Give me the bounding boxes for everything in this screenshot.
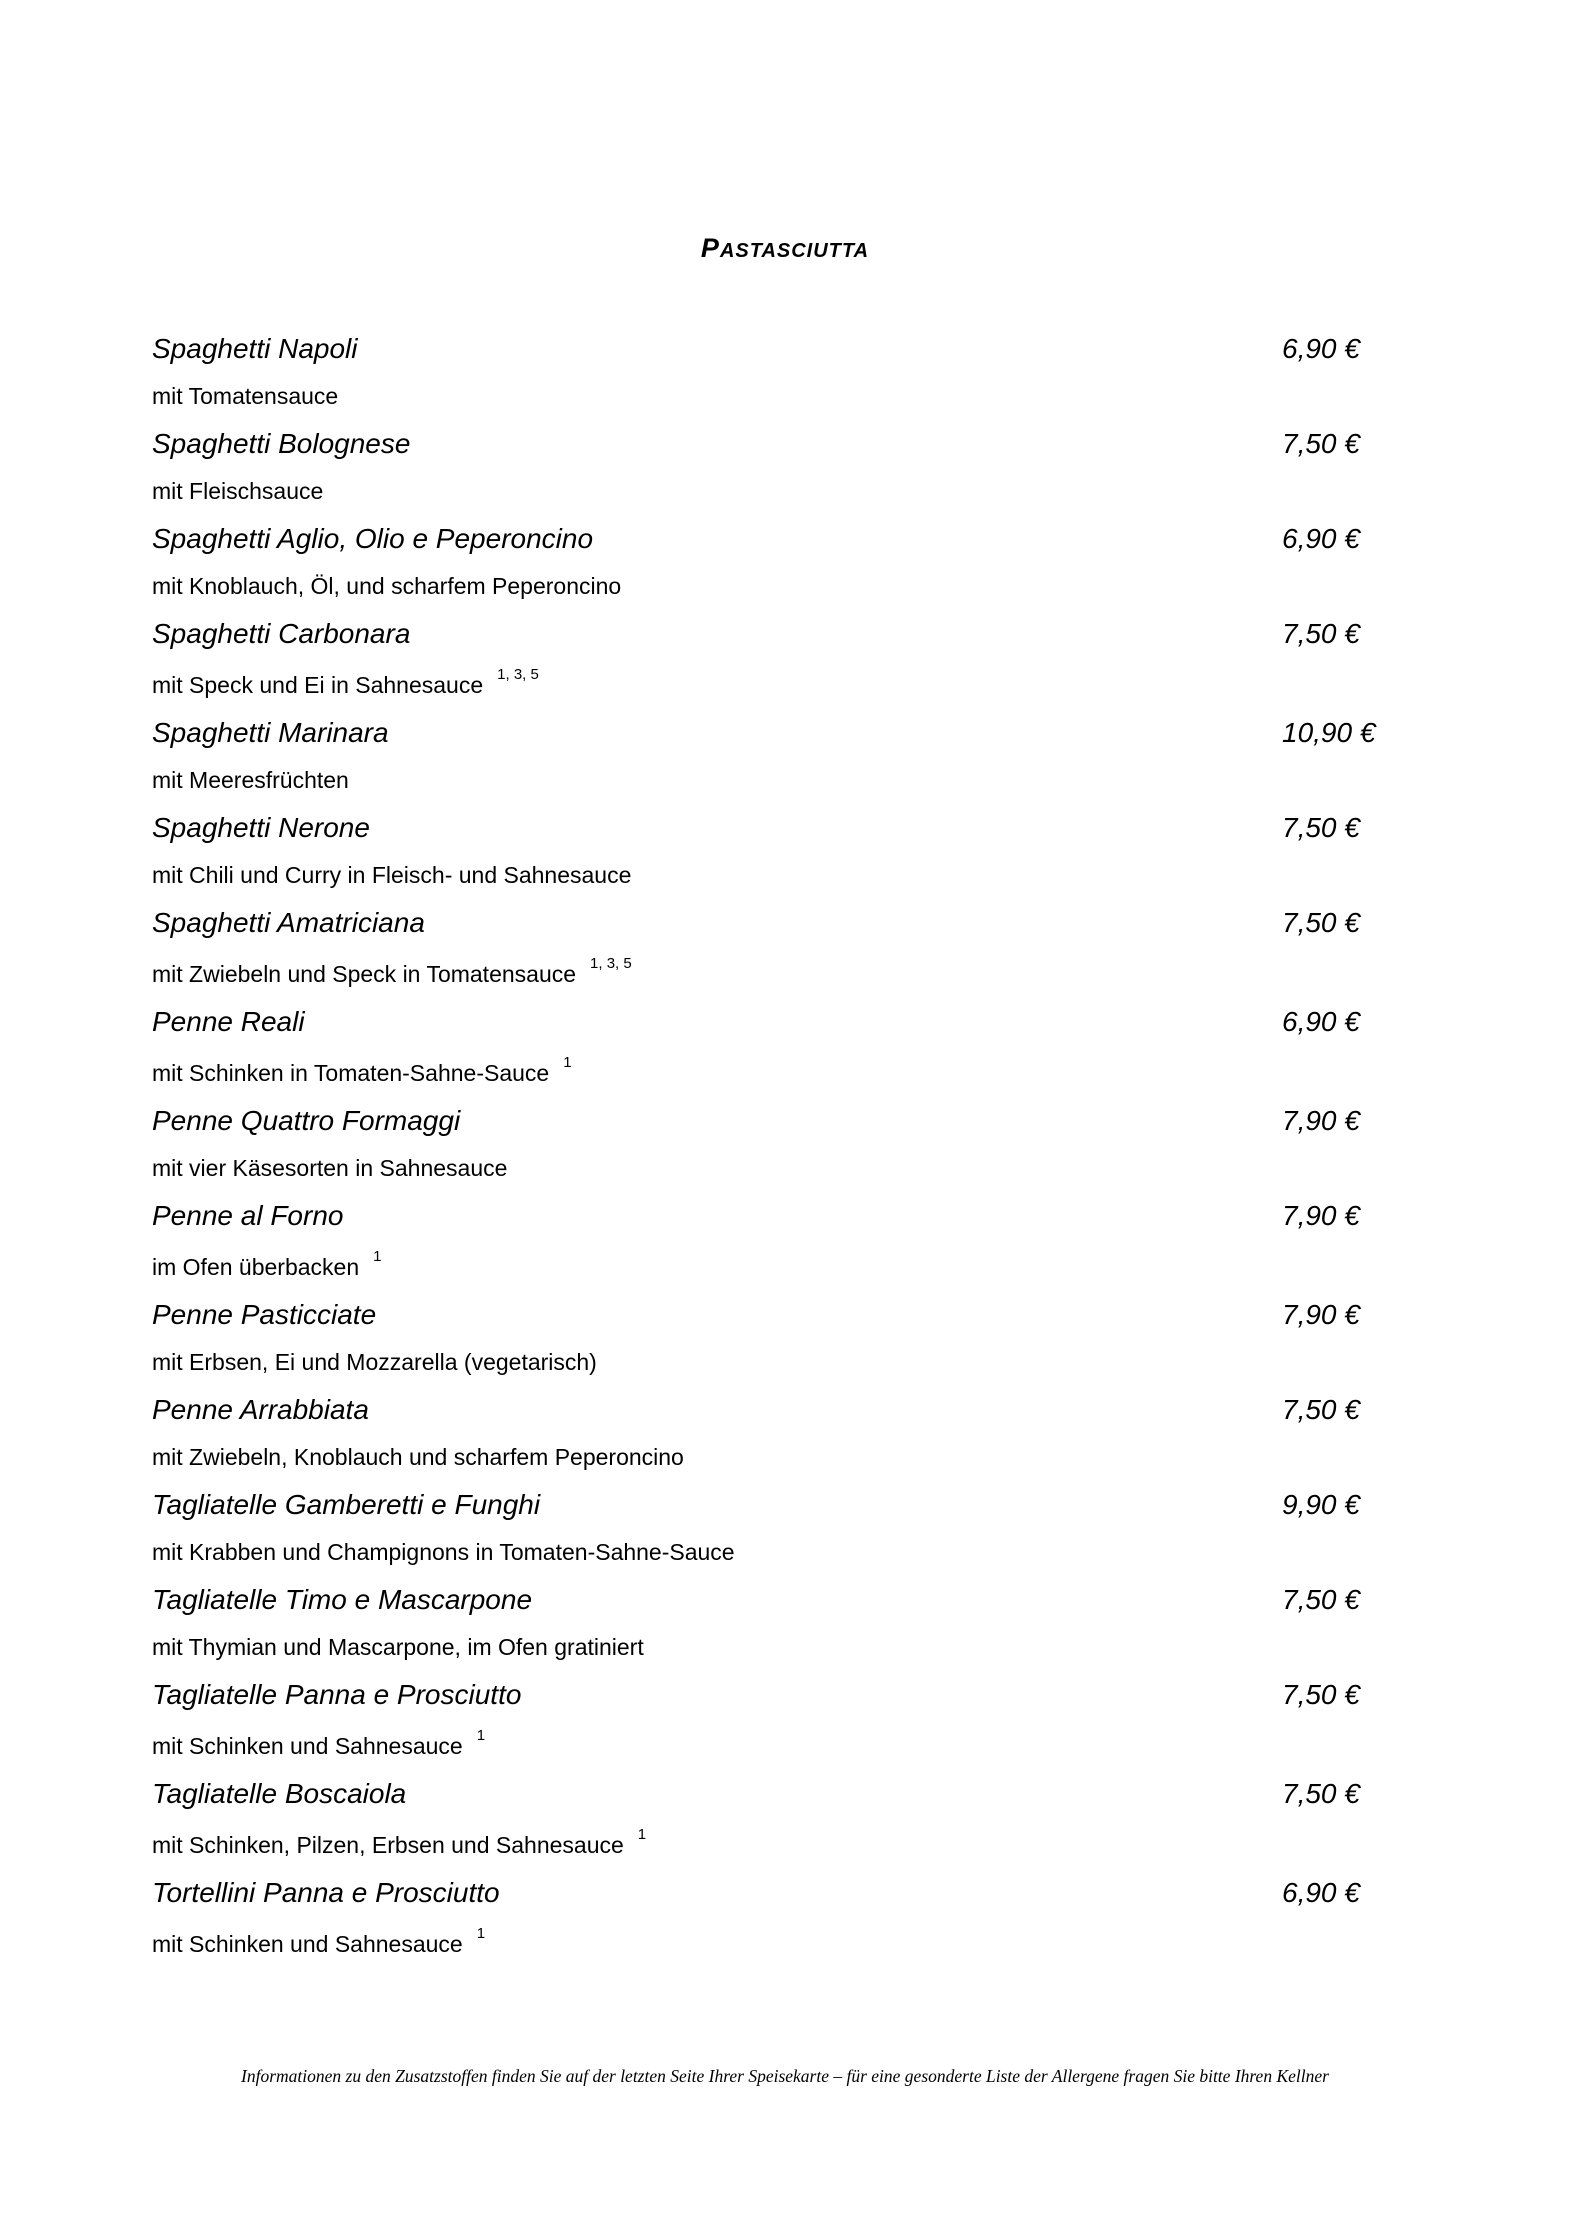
menu-item-header xyxy=(152,516,1422,561)
allergen-codes: 1 xyxy=(373,1248,382,1265)
dish-price: 7,50 € xyxy=(1282,1584,1360,1615)
dish-price: 7,50 € xyxy=(1282,1679,1360,1710)
dish-description: mit Zwiebeln, Knoblauch und scharfem Peperoncino xyxy=(152,1444,684,1470)
dish-price: 7,50 € xyxy=(1282,618,1360,649)
dish-price: 7,50 € xyxy=(1282,907,1360,938)
dish-description: mit Schinken in Tomaten-Sahne-Sauce xyxy=(152,1060,550,1086)
dish-description-line xyxy=(152,850,1422,900)
menu-item-header xyxy=(152,900,1422,945)
dish-price: 6,90 € xyxy=(1282,1006,1360,1037)
dish-description-line xyxy=(152,656,1422,710)
dish-name: Penne Reali xyxy=(152,1006,305,1037)
dish-price: 7,90 € xyxy=(1282,1105,1360,1136)
dish-description: mit vier Käsesorten in Sahnesauce xyxy=(152,1155,508,1181)
menu-list xyxy=(152,326,1422,1969)
dish-description-line xyxy=(152,1432,1422,1482)
menu-item-header xyxy=(152,1870,1422,1915)
dish-description-line xyxy=(152,1816,1422,1870)
menu-item xyxy=(152,516,1422,611)
menu-item xyxy=(152,1870,1422,1969)
allergen-codes: 1, 3, 5 xyxy=(590,955,632,972)
allergen-codes: 1, 3, 5 xyxy=(497,666,539,683)
dish-name: Penne Pasticciate xyxy=(152,1299,377,1330)
menu-item xyxy=(152,900,1422,999)
dish-price: 6,90 € xyxy=(1282,333,1360,364)
dish-price: 9,90 € xyxy=(1282,1489,1360,1520)
menu-item xyxy=(152,1482,1422,1577)
dish-price: 7,50 € xyxy=(1282,1778,1360,1809)
menu-item xyxy=(152,805,1422,900)
dish-name: Tagliatelle Boscaiola xyxy=(152,1778,407,1809)
dish-description-line xyxy=(152,466,1422,516)
dish-price: 7,50 € xyxy=(1282,1394,1360,1425)
dish-name: Tortellini Panna e Prosciutto xyxy=(152,1877,500,1908)
dish-description: mit Schinken und Sahnesauce xyxy=(152,1931,463,1957)
menu-item-header xyxy=(152,611,1422,656)
allergen-codes: 1 xyxy=(637,1826,647,1843)
allergen-codes: 1 xyxy=(476,1925,486,1942)
menu-item xyxy=(152,611,1422,710)
menu-item xyxy=(152,1098,1422,1193)
menu-item xyxy=(152,1577,1422,1672)
dish-name: Spaghetti Bolognese xyxy=(152,428,411,459)
dish-description: mit Knoblauch, Öl, und scharfem Peperoncino xyxy=(152,573,622,599)
menu-item xyxy=(152,1292,1422,1387)
menu-item-header xyxy=(152,1771,1422,1816)
dish-name: Tagliatelle Panna e Prosciutto xyxy=(152,1679,522,1710)
dish-description: mit Schinken und Sahnesauce xyxy=(152,1733,463,1759)
dish-name: Penne Arrabbiata xyxy=(152,1394,369,1425)
dish-description-line xyxy=(152,1238,1422,1292)
dish-description: mit Schinken, Pilzen, Erbsen und Sahnesauce xyxy=(152,1832,624,1858)
menu-item xyxy=(152,326,1422,421)
dish-price: 7,90 € xyxy=(1282,1200,1360,1231)
dish-description-line xyxy=(152,755,1422,805)
dish-description-line xyxy=(152,1044,1422,1098)
menu-item-header xyxy=(152,1098,1422,1143)
dish-description-line xyxy=(152,1337,1422,1387)
section-title-initial: P xyxy=(700,233,720,263)
menu-item xyxy=(152,1771,1422,1870)
dish-description: mit Thymian und Mascarpone, im Ofen gratiniert xyxy=(152,1634,644,1660)
dish-price: 10,90 € xyxy=(1282,717,1376,748)
dish-price: 7,50 € xyxy=(1282,428,1360,459)
menu-item-header xyxy=(152,1193,1422,1238)
dish-description-line xyxy=(152,1527,1422,1577)
menu-item-header xyxy=(152,710,1422,755)
menu-item-header xyxy=(152,805,1422,850)
dish-name: Tagliatelle Timo e Mascarpone xyxy=(152,1584,533,1615)
menu-item-header xyxy=(152,1577,1422,1622)
allergen-codes: 1 xyxy=(563,1054,572,1071)
dish-price: 6,90 € xyxy=(1282,1877,1360,1908)
dish-name: Tagliatelle Gamberetti e Funghi xyxy=(152,1489,541,1520)
dish-description-line xyxy=(152,1915,1422,1969)
dish-price: 7,90 € xyxy=(1282,1299,1360,1330)
dish-description: mit Speck und Ei in Sahnesauce xyxy=(152,672,484,698)
dish-name: Spaghetti Amatriciana xyxy=(152,907,425,938)
menu-item-header xyxy=(152,1292,1422,1337)
allergen-footnote: Informationen zu den Zusatzstoffen finden Sie auf der letzten Seite Ihrer Speisekarte – für eine gesonderte Liste der Allergene fragen Sie bitte Ihren Kellner xyxy=(241,2066,1329,2086)
dish-description: mit Chili und Curry in Fleisch- und Sahnesauce xyxy=(152,862,632,888)
dish-description: mit Fleischsauce xyxy=(152,478,324,504)
menu-item-header xyxy=(152,1672,1422,1717)
dish-name: Spaghetti Aglio, Olio e Peperoncino xyxy=(152,523,594,554)
dish-description: im Ofen überbacken xyxy=(152,1254,360,1280)
menu-item xyxy=(152,1387,1422,1482)
dish-name: Spaghetti Nerone xyxy=(152,812,370,843)
menu-item-header xyxy=(152,326,1422,371)
menu-item-header xyxy=(152,1387,1422,1432)
menu-item xyxy=(152,710,1422,805)
dish-description: mit Erbsen, Ei und Mozzarella (vegetarisch) xyxy=(152,1349,597,1375)
dish-name: Spaghetti Marinara xyxy=(152,717,389,748)
menu-item-header xyxy=(152,1482,1422,1527)
allergen-codes: 1 xyxy=(476,1727,486,1744)
menu-item xyxy=(152,1193,1422,1292)
section-title xyxy=(0,233,1570,264)
menu-item-header xyxy=(152,999,1422,1044)
menu-item xyxy=(152,999,1422,1098)
menu-item xyxy=(152,421,1422,516)
dish-description-line xyxy=(152,561,1422,611)
dish-description-line xyxy=(152,1622,1422,1672)
dish-price: 6,90 € xyxy=(1282,523,1360,554)
menu-item-header xyxy=(152,421,1422,466)
dish-description: mit Tomatensauce xyxy=(152,383,339,409)
dish-description: mit Krabben und Champignons in Tomaten-Sahne-Sauce xyxy=(152,1539,735,1565)
dish-description-line xyxy=(152,1717,1422,1771)
dish-name: Penne al Forno xyxy=(152,1200,344,1231)
section-title-rest: ASTASCIUTTA xyxy=(719,240,870,262)
dish-name: Spaghetti Napoli xyxy=(152,333,358,364)
dish-description-line xyxy=(152,371,1422,421)
dish-price: 7,50 € xyxy=(1282,812,1360,843)
dish-description-line xyxy=(152,1143,1422,1193)
dish-name: Penne Quattro Formaggi xyxy=(152,1105,461,1136)
dish-description: mit Zwiebeln und Speck in Tomatensauce xyxy=(152,961,577,987)
dish-name: Spaghetti Carbonara xyxy=(152,618,411,649)
dish-description: mit Meeresfrüchten xyxy=(152,767,349,793)
menu-item xyxy=(152,1672,1422,1771)
dish-description-line xyxy=(152,945,1422,999)
